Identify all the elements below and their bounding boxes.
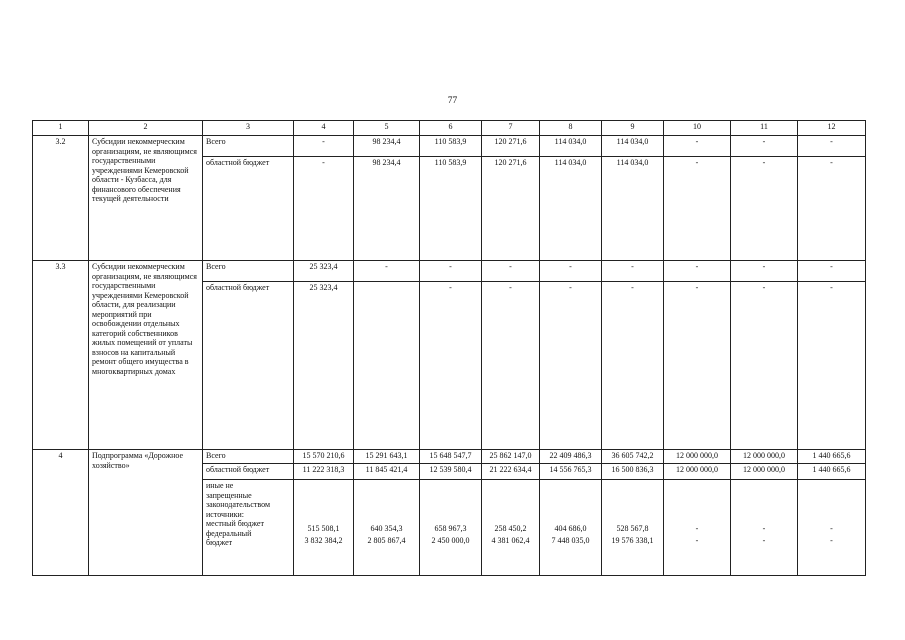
value-cell: - [420, 261, 482, 282]
header-cell: 8 [540, 121, 602, 136]
value-cell: - [798, 282, 866, 450]
table-row [33, 136, 866, 157]
value-cell: - [354, 261, 420, 282]
funding-source-group [203, 480, 294, 576]
value-cell: 36 605 742,2 [602, 450, 664, 464]
value-cell: 12 000 000,0 [664, 464, 731, 480]
value-cell: 15 648 547,7 [420, 450, 482, 464]
header-cell: 1 [33, 121, 89, 136]
table-row [33, 261, 866, 282]
value-cell: - [482, 261, 540, 282]
value-cell: 21 222 634,4 [482, 464, 540, 480]
value-cell [354, 282, 420, 450]
value-cell: 110 583,9 [420, 157, 482, 261]
funding-source: федеральный бюджет [206, 528, 252, 547]
header-cell: 2 [89, 121, 203, 136]
value-cell: - [731, 157, 798, 261]
value-cell: 404 686,0 7 448 035,0 [540, 480, 602, 576]
funding-source: областной бюджет [203, 157, 294, 261]
value-cell: 25 862 147,0 [482, 450, 540, 464]
value-cell: - [540, 282, 602, 450]
row-number: 3.3 [33, 261, 89, 450]
value-cell: - [798, 136, 866, 157]
value-cell: - - [664, 480, 731, 576]
other-sources-label: иные не запрещенные законодательством источники: [206, 481, 271, 519]
value-cell: - [540, 261, 602, 282]
value-cell: 12 539 580,4 [420, 464, 482, 480]
value-cell: 98 234,4 [354, 157, 420, 261]
value-cell: 22 409 486,3 [540, 450, 602, 464]
funding-source: Всего [203, 450, 294, 464]
value-cell: - [294, 157, 354, 261]
funding-source: областной бюджет [203, 282, 294, 450]
value-cell: - - [798, 480, 866, 576]
value-cell: 16 500 836,3 [602, 464, 664, 480]
value-cell: 258 450,2 4 381 062,4 [482, 480, 540, 576]
budget-table [32, 120, 866, 576]
value-cell: - [664, 282, 731, 450]
value-cell: 12 000 000,0 [731, 464, 798, 480]
measure-name: Подпрограмма «Дорожное хозяйство» [89, 450, 203, 576]
value-cell: 114 034,0 [540, 136, 602, 157]
header-cell: 6 [420, 121, 482, 136]
funding-source: Всего [203, 261, 294, 282]
table-row [33, 450, 866, 464]
header-cell: 12 [798, 121, 866, 136]
value-cell: 114 034,0 [602, 157, 664, 261]
page-number: 77 [447, 96, 458, 106]
value-cell: 12 000 000,0 [731, 450, 798, 464]
value-cell: - [602, 261, 664, 282]
value-cell: - [798, 157, 866, 261]
row-number: 3.2 [33, 136, 89, 261]
value-cell: 12 000 000,0 [664, 450, 731, 464]
measure-name: Субсидии некоммерческим организациям, не являющимся государственными учреждениями Кемеровской области - Кузбасса, для финансового обеспечения текущей деятельности [89, 136, 203, 261]
value-cell: 15 291 643,1 [354, 450, 420, 464]
value-cell: 120 271,6 [482, 157, 540, 261]
value-cell: 25 323,4 [294, 282, 354, 450]
value-cell: - [664, 136, 731, 157]
value-cell: - [731, 261, 798, 282]
value-cell: - [798, 261, 866, 282]
value-cell: 1 440 665,6 [798, 450, 866, 464]
value-cell: - [664, 261, 731, 282]
value-cell: 11 845 421,4 [354, 464, 420, 480]
header-cell: 10 [664, 121, 731, 136]
value-cell: - [664, 157, 731, 261]
header-cell: 11 [731, 121, 798, 136]
value-cell: 114 034,0 [540, 157, 602, 261]
funding-source: местный бюджет [206, 519, 264, 528]
value-cell: - [731, 282, 798, 450]
value-cell: 14 556 765,3 [540, 464, 602, 480]
value-cell: - - [731, 480, 798, 576]
row-number: 4 [33, 450, 89, 576]
header-cell: 5 [354, 121, 420, 136]
value-cell: 640 354,3 2 805 867,4 [354, 480, 420, 576]
value-cell: - [294, 136, 354, 157]
header-cell: 4 [294, 121, 354, 136]
value-cell: - [602, 282, 664, 450]
funding-source: Всего [203, 136, 294, 157]
value-cell: 98 234,4 [354, 136, 420, 157]
header-cell: 3 [203, 121, 294, 136]
value-cell: 658 967,3 2 450 000,0 [420, 480, 482, 576]
value-cell: - [731, 136, 798, 157]
measure-name: Субсидии некоммерческим организациям, не являющимся государственными учреждениями Кемеровской области, для реализации мероприятий при освобождении отдельных категорий собственников жилых помещений от уплаты взносов на капитальный ремонт общего имущества в многоквартирных домах [89, 261, 203, 450]
value-cell: 25 323,4 [294, 261, 354, 282]
value-cell: - [482, 282, 540, 450]
value-cell: 11 222 318,3 [294, 464, 354, 480]
value-cell: 515 508,1 3 832 384,2 [294, 480, 354, 576]
value-cell: 110 583,9 [420, 136, 482, 157]
header-row [33, 121, 866, 136]
funding-source: областной бюджет [203, 464, 294, 480]
value-cell: 15 570 210,6 [294, 450, 354, 464]
value-cell: 528 567,8 19 576 338,1 [602, 480, 664, 576]
header-cell: 9 [602, 121, 664, 136]
value-cell: 114 034,0 [602, 136, 664, 157]
value-cell: 120 271,6 [482, 136, 540, 157]
value-cell: 1 440 665,6 [798, 464, 866, 480]
header-cell: 7 [482, 121, 540, 136]
value-cell: - [420, 282, 482, 450]
